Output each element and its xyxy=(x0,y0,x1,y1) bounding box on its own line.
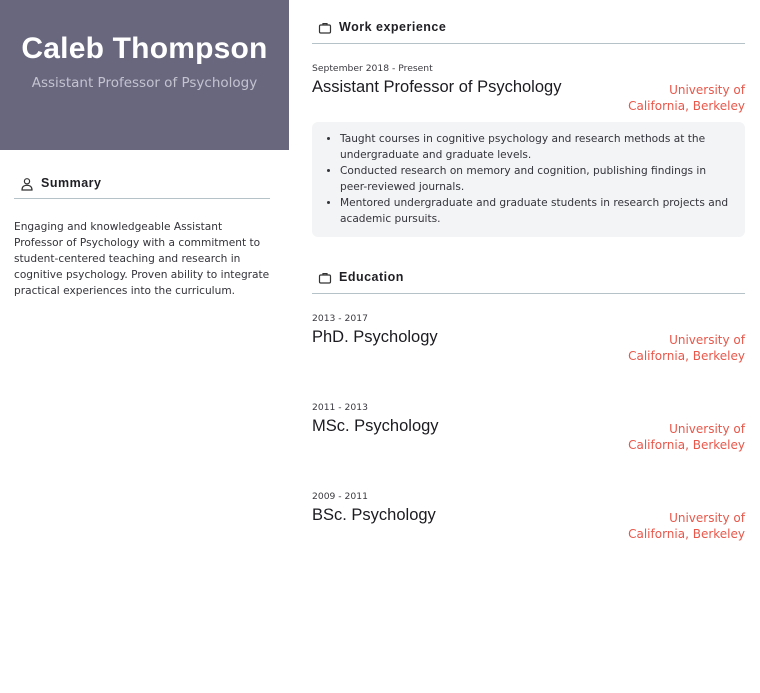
work-heading xyxy=(312,20,745,44)
work-entry xyxy=(312,63,745,237)
summary-section xyxy=(14,176,270,299)
briefcase-icon xyxy=(318,270,332,284)
person-name: Caleb Thompson xyxy=(21,32,268,65)
work-bullet: • Conducted research on memory and cognition, publishing findings in peer-reviewed journals. xyxy=(340,163,729,195)
person-title: Assistant Professor of Psychology xyxy=(31,75,258,91)
briefcase-icon xyxy=(318,20,332,34)
work-organization: University of California, Berkeley xyxy=(628,83,745,113)
education-date: 2009 - 2011 xyxy=(312,491,368,502)
work-bullet: • Mentored undergraduate and graduate students in research projects and academic pursuits. xyxy=(340,195,729,227)
work-bullet: • Taught courses in cognitive psychology and research methods at the undergraduate and graduate levels. xyxy=(340,131,729,163)
work-heading-label: Work experience xyxy=(339,20,447,34)
summary-text: Engaging and knowledgeable Assistant Professor of Psychology with a commitment to student-centered teaching and research in cognitive psychology. Proven ability to integrate practical experiences into the curriculum. xyxy=(14,221,270,297)
education-entry xyxy=(312,491,745,542)
left-column xyxy=(0,0,289,693)
education-degree: BSc. Psychology xyxy=(312,506,436,524)
education-entry xyxy=(312,402,745,453)
education-organization: University of California, Berkeley xyxy=(628,422,745,452)
work-details-box xyxy=(312,122,745,237)
education-date: 2011 - 2013 xyxy=(312,402,368,413)
work-section xyxy=(312,20,745,237)
work-date: September 2018 - Present xyxy=(312,63,433,74)
education-section xyxy=(312,270,745,542)
education-date: 2013 - 2017 xyxy=(312,313,368,324)
education-organization: University of California, Berkeley xyxy=(628,333,745,363)
right-column xyxy=(312,20,745,542)
summary-heading-label: Summary xyxy=(41,176,102,190)
education-entry xyxy=(312,313,745,364)
education-degree: PhD. Psychology xyxy=(312,328,438,346)
education-heading xyxy=(312,270,745,294)
work-position: Assistant Professor of Psychology xyxy=(312,78,562,96)
education-degree: MSc. Psychology xyxy=(312,417,439,435)
education-heading-label: Education xyxy=(339,270,404,284)
profile-header xyxy=(0,0,289,150)
person-icon xyxy=(20,176,34,190)
education-organization: University of California, Berkeley xyxy=(628,511,745,541)
summary-heading xyxy=(14,176,270,199)
